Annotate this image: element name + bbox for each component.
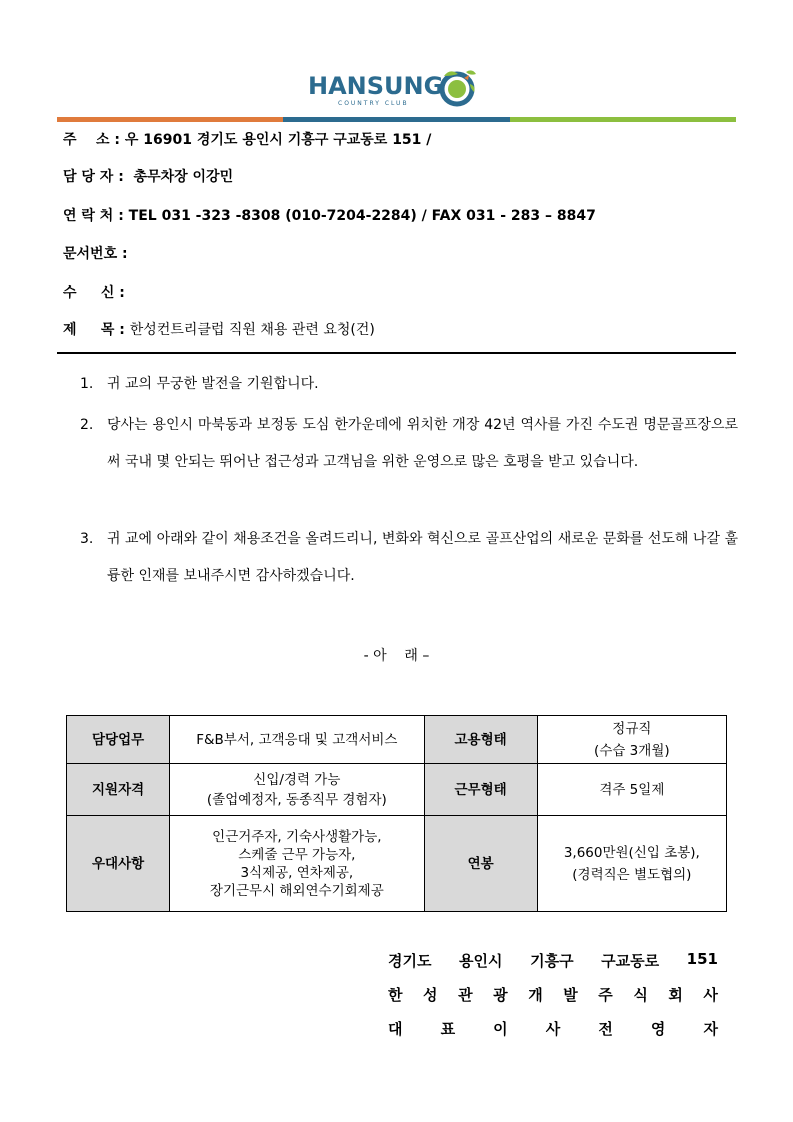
table-value-cell: [170, 716, 424, 764]
table-value-cell: [170, 764, 424, 816]
below-heading: - 아 래 –: [363, 648, 430, 664]
footer-word: 구교동로: [601, 952, 660, 970]
manager-label: 담 당 자 :: [63, 169, 134, 185]
footer-char: 사: [545, 1020, 561, 1038]
logo-name: HANSUNG: [308, 72, 444, 100]
footer-char: 개: [528, 986, 543, 1004]
footer-char: 자: [703, 1020, 718, 1038]
table-header-cell: 지원자격: [67, 764, 170, 816]
footer-word: 용인시: [459, 952, 503, 970]
address-row: [63, 129, 431, 149]
item-text: 귀 교의 무궁한 발전을 기원합니다.: [107, 376, 319, 392]
recruitment-table: [66, 715, 727, 912]
table-header-cell: 우대사항: [67, 816, 170, 912]
logo-emblem-icon: [436, 66, 478, 108]
table-row: [67, 764, 727, 816]
item-text: 귀 교에 아래와 같이 채용조건을 올려드리니, 변화와 혁신으로 골프산업의 새로운 문화를 선도해 나갈 훌륭한 인재를 보내주시면 감사하겠습니다.: [107, 531, 738, 584]
item-text: 당사는 용인시 마북동과 보정동 도심 한가운데에 위치한 개장 42년 역사를 가진 수도권 명문골프장으로써 국내 몇 안되는 뛰어난 접근성과 고객님을 위한 운영으로 많은 호평을 받고 있습니다.: [107, 417, 738, 470]
item-number: 3.: [80, 531, 94, 547]
doc-number-row: [63, 243, 128, 263]
color-bar-green: [510, 117, 736, 122]
contact-label: 연 락 처 :: [63, 208, 129, 224]
header-color-bar: [57, 117, 736, 122]
footer-char: 한: [388, 986, 403, 1004]
item-number: 2.: [80, 417, 94, 433]
table-row: [67, 716, 727, 764]
footer-char: 이: [493, 1020, 508, 1038]
footer-word: 기흥구: [530, 952, 574, 970]
cell-line: 신입/경력 가능: [253, 771, 341, 788]
footer-char: 영: [650, 1020, 666, 1038]
manager-value: 총무차장 이강민: [133, 169, 234, 185]
subject-value: 한성컨트리클럽 직원 채용 관련 요청(건): [129, 322, 375, 338]
cell-line: 3,660만원(신입 초봉),: [563, 844, 700, 861]
footer-char: 관: [458, 986, 473, 1004]
body-item-1: [80, 366, 738, 403]
table-value-cell: [170, 816, 424, 912]
cell-line: (졸업예정자, 동종직무 경험자): [206, 791, 387, 808]
logo-subtitle: COUNTRY CLUB: [338, 100, 409, 107]
footer-word: 151: [686, 950, 718, 968]
footer-char: 주: [598, 986, 613, 1004]
color-bar-blue: [283, 117, 510, 122]
subject-row: [63, 319, 375, 339]
table-value-cell: [537, 816, 726, 912]
body-item-3: [80, 521, 738, 595]
footer-char: 식: [633, 986, 648, 1004]
table-header-cell: 고용형태: [424, 716, 537, 764]
address-label: 주 소 :: [63, 132, 125, 148]
table-value-cell: [537, 716, 726, 764]
subject-label: 제 목 :: [63, 322, 130, 338]
cell-line: (경력직은 별도협의): [572, 866, 692, 883]
cell-line: 격주 5일제: [599, 781, 665, 798]
footer-word: 경기도: [388, 952, 432, 970]
footer-ceo: [388, 1018, 718, 1039]
contact-row: [63, 205, 596, 225]
footer-char: 회: [668, 986, 683, 1004]
footer-char: 전: [598, 1020, 613, 1038]
company-logo: [300, 58, 500, 108]
color-bar-orange: [57, 117, 283, 122]
cell-line: 스케줄 근무 가능자,: [238, 846, 356, 863]
cell-line: F&B부서, 고객응대 및 고객서비스: [196, 731, 398, 748]
contact-value: TEL 031 -323 -8308 (010-7204-2284) / FAX 031 - 283 – 8847: [128, 208, 596, 224]
footer-char: 사: [703, 986, 718, 1004]
table-header-cell: 연봉: [424, 816, 537, 912]
table-header-cell: 담당업무: [67, 716, 170, 764]
footer-char: 성: [423, 986, 438, 1004]
footer-char: 표: [440, 1020, 456, 1038]
cell-line: 장기근무시 해외연수기회제공: [209, 882, 384, 899]
footer-company: [388, 984, 718, 1005]
table-row: [67, 816, 727, 912]
body-item-2: [80, 407, 738, 481]
cell-line: 인근거주자, 기숙사생활가능,: [212, 828, 382, 845]
address-value: 우 16901 경기도 용인시 기흥구 구교동로 151 /: [124, 132, 432, 148]
table-header-cell: 근무형태: [424, 764, 537, 816]
footer-char: 발: [563, 986, 578, 1004]
cell-line: 3식제공, 연차제공,: [240, 864, 354, 881]
header-divider: [57, 352, 736, 354]
doc-number-label: 문서번호 :: [63, 246, 128, 262]
footer-char: 광: [493, 986, 508, 1004]
recipient-label: 수 신 :: [63, 285, 125, 301]
item-number: 1.: [80, 376, 94, 392]
recipient-row: [63, 282, 125, 302]
cell-line: 정규직: [612, 720, 652, 737]
manager-row: [63, 166, 233, 186]
cell-line: (수습 3개월): [594, 742, 670, 759]
table-value-cell: [537, 764, 726, 816]
footer-char: 대: [388, 1020, 403, 1038]
footer-address: [388, 950, 718, 971]
